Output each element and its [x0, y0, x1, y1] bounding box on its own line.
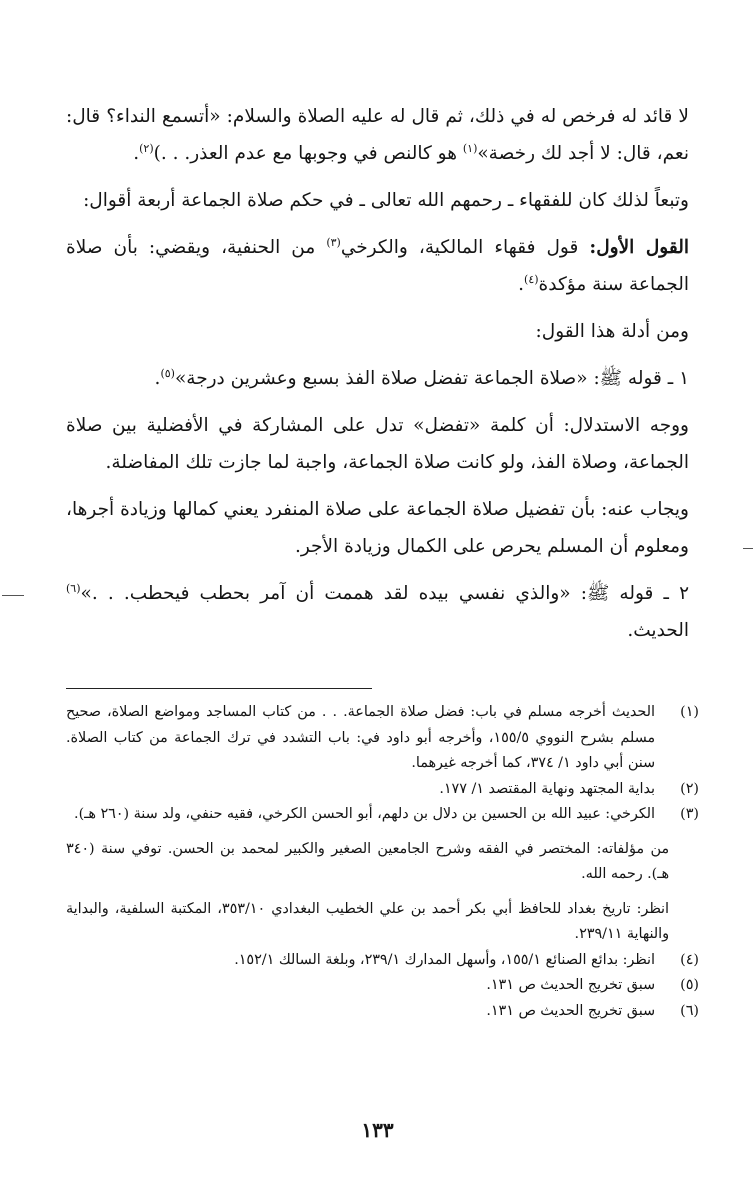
- paragraph: ويجاب عنه: بأن تفضيل صلاة الجماعة على صلاة المنفرد يعني كمالها وزيادة أجرها، ومعلوم أن المسلم يحرص على الكمال وزيادة الأجر.: [66, 499, 689, 557]
- paragraph: ومن أدلة هذا القول:: [535, 321, 689, 342]
- footnote: (١) الحديث أخرجه مسلم في باب: فضل صلاة الجماعة. . . من كتاب المساجد ومواضع الصلاة، صحيح مسلم بشرح النووي ١٥٥/٥، وأخرجه أبو داود في: باب التشدد في ترك الجماعة من كتاب الصلاة. سنن أبي داود ١/ ٣٧٤، كما أخرجه غيرهما.: [66, 704, 699, 771]
- footnote-divider: [66, 688, 372, 689]
- footnote-ref: (٣): [326, 235, 341, 249]
- footnote-ref: (٦): [66, 581, 81, 595]
- section-lead: القول الأول:: [589, 237, 689, 258]
- footnote: (٥) سبق تخريج الحديث ص ١٣١.: [486, 977, 699, 993]
- footnote: (٦) سبق تخريج الحديث ص ١٣١.: [486, 1002, 699, 1019]
- scan-mark: [2, 595, 24, 596]
- footnotes: [66, 700, 699, 1024]
- footnote-ref: (٢): [139, 141, 154, 155]
- footnote-ref: (١): [462, 141, 478, 155]
- footnote-ref: (٤): [524, 272, 539, 286]
- paragraph: ٢ ـ قوله ﷺ: «والذي نفسي بيده لقد هممت أن آمر بحطب فيحطب. . .»$^{(٦)}$ الحديث.: [66, 581, 689, 641]
- footnote: (٣) الكرخي: عبيد الله بن الحسين بن دلال بن دلهم، أبو الحسن الكرخي، فقيه حنفي، ولد سنة (٢٦٠ هـ).: [74, 806, 699, 822]
- footnote-continuation: انظر: تاريخ بغداد للحافظ أبي بكر أحمد بن علي الخطيب البغدادي ٣٥٣/١٠، المكتبة السلفية، والبداية والنهاية ٢٣٩/١١.: [66, 900, 669, 942]
- footnote: (٤) انظر: بدائع الصنائع ١٥٥/١، وأسهل المدارك ٢٣٩/١، وبلغة السالك ١٥٢/١.: [234, 951, 699, 968]
- footnote: (٢) بداية المجتهد ونهاية المقتصد ١/ ١٧٧.: [439, 780, 699, 797]
- paragraph: القول الأول: قول فقهاء المالكية، والكرخي$^{(٣)}$ من الحنفية، ويقضي: بأن صلاة الجماعة سنة مؤكدة$^{(٤)}$.: [66, 235, 689, 295]
- page-number: ١٣٣: [361, 1118, 394, 1142]
- paragraph: وتبعاً لذلك كان للفقهاء ـ رحمهم الله تعالى ـ في حكم صلاة الجماعة أربعة أقوال:: [83, 190, 689, 211]
- footnote-continuation: من مؤلفاته: المختصر في الفقه وشرح الجامعين الصغير والكبير لمحمد بن الحسن. توفي سنة (٣٤٠ هـ). رحمه الله.: [66, 840, 669, 882]
- paragraph: ١ ـ قوله ﷺ: «صلاة الجماعة تفضل صلاة الفذ بسبع وعشرين درجة»$^{(٥)}$.: [154, 366, 689, 389]
- footnote-ref: (٥): [160, 366, 175, 380]
- paragraph: ووجه الاستدلال: أن كلمة «تفضل» تدل على المشاركة في الأفضلية بين صلاة الجماعة، وصلاة الفذ، ولو كانت صلاة الجماعة، واجبة لما جازت تلك المفاضلة.: [66, 415, 689, 473]
- scan-mark: [743, 548, 753, 549]
- paragraph: لا قائد له فرخص له في ذلك، ثم قال له عليه الصلاة والسلام: «أتسمع النداء؟ قال: نعم، قال: لا أجد لك رخصة»$^{(١)}$ هو كالنص في وجوبها مع عدم العذر. . .)$^{(٢)}$.: [66, 106, 689, 164]
- main-text: [66, 98, 689, 649]
